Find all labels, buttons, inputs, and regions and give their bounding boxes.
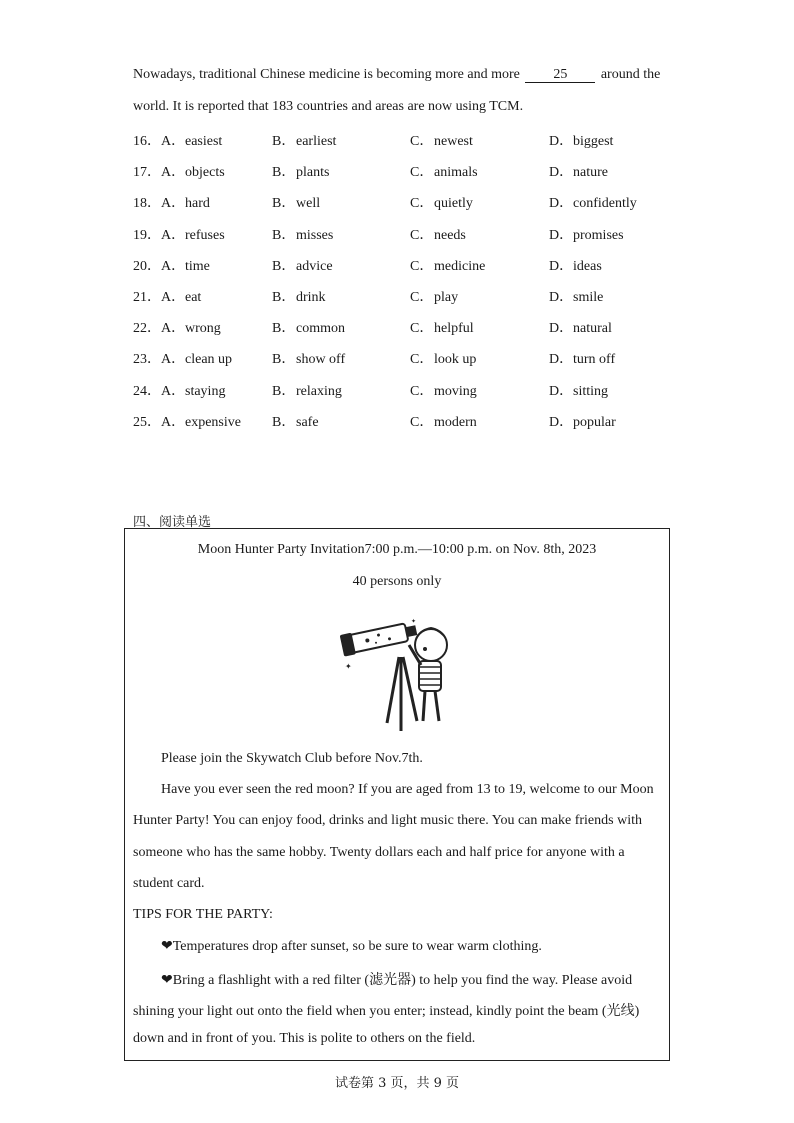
- tip-1: ❤Temperatures drop after sunset, so be sure to wear warm clothing.: [161, 939, 542, 954]
- invitation-box: [124, 528, 670, 1061]
- option-letter: C．: [410, 196, 434, 212]
- option-text: objects: [185, 165, 225, 181]
- option-text: promises: [573, 227, 624, 243]
- option-b[interactable]: [272, 380, 342, 400]
- option-c[interactable]: [410, 411, 477, 431]
- question-row: [133, 255, 693, 275]
- option-c[interactable]: [410, 161, 478, 181]
- option-b[interactable]: [272, 286, 326, 306]
- option-letter: C．: [410, 227, 434, 243]
- option-a[interactable]: [161, 411, 241, 431]
- option-a[interactable]: [161, 192, 210, 212]
- option-c[interactable]: [410, 380, 477, 400]
- paragraph-1-line-3: someone who has the same hobby. Twenty dollars each and half price for anyone with a: [133, 845, 625, 860]
- option-text: easiest: [185, 134, 223, 149]
- page-footer: 试卷第 3 页，共 9 页: [334, 1076, 460, 1091]
- question-number: 17．: [133, 165, 161, 181]
- option-d[interactable]: [549, 348, 615, 368]
- question-number: 22．: [133, 321, 161, 337]
- option-d[interactable]: [549, 161, 608, 181]
- question-number: 18．: [133, 196, 161, 212]
- option-a[interactable]: [161, 255, 210, 275]
- option-letter: B．: [272, 134, 296, 149]
- option-a[interactable]: [161, 286, 201, 306]
- question-row: [133, 130, 693, 150]
- option-c[interactable]: [410, 192, 473, 212]
- question-row: [133, 224, 693, 244]
- question-number: 20．: [133, 258, 161, 274]
- passage-line-2: world. It is reported that 183 countries and areas are now using TCM.: [133, 99, 524, 114]
- option-letter: B．: [272, 290, 296, 305]
- blank-25: 25: [525, 67, 595, 83]
- question-row: [133, 317, 693, 337]
- option-letter: B．: [272, 414, 296, 430]
- option-b[interactable]: [272, 348, 345, 368]
- option-text: newest: [434, 134, 473, 149]
- option-text: misses: [296, 227, 334, 243]
- option-b[interactable]: [272, 255, 333, 275]
- invitation-title: Moon Hunter Party Invitation7:00 p.m.—10:00 p.m. on Nov. 8th, 2023: [197, 542, 597, 557]
- option-d[interactable]: [549, 192, 637, 212]
- option-text: plants: [296, 165, 330, 181]
- option-c[interactable]: [410, 255, 485, 275]
- option-letter: A．: [161, 383, 186, 399]
- option-text: wrong: [185, 321, 221, 337]
- join-line: Please join the Skywatch Club before Nov.7th.: [161, 751, 423, 766]
- option-c[interactable]: [410, 348, 476, 368]
- passage-text-after-blank: around the: [600, 67, 661, 82]
- tips-heading: TIPS FOR THE PARTY:: [133, 907, 273, 922]
- option-text: ideas: [573, 258, 602, 274]
- question-row: [133, 286, 693, 306]
- option-text: eat: [185, 290, 202, 305]
- option-text: sitting: [573, 383, 609, 399]
- option-text: biggest: [573, 134, 614, 149]
- option-a[interactable]: [161, 224, 225, 244]
- option-letter: B．: [272, 165, 296, 181]
- option-letter: D．: [549, 165, 574, 181]
- option-text: drink: [296, 290, 326, 305]
- paragraph-1-line-4: student card.: [133, 876, 205, 891]
- option-text: moving: [434, 383, 477, 399]
- question-row: [133, 348, 693, 368]
- option-letter: C．: [410, 134, 434, 149]
- paragraph-1-line-1: Have you ever seen the red moon? If you are aged from 13 to 19, welcome to our Moon: [161, 782, 654, 797]
- tip-2-line-1: ❤Bring a flashlight with a red filter (滤光器) to help you find the way. Please avoid: [161, 973, 633, 988]
- option-a[interactable]: [161, 130, 222, 150]
- option-text: quietly: [434, 196, 473, 212]
- question-number: 16．: [133, 134, 161, 149]
- option-text: advice: [296, 258, 333, 274]
- option-letter: D．: [549, 134, 574, 149]
- question-number: 19．: [133, 227, 161, 243]
- option-letter: A．: [161, 414, 186, 430]
- question-row: [133, 411, 693, 431]
- option-text: time: [185, 258, 210, 274]
- option-text: safe: [296, 414, 319, 430]
- option-text: refuses: [185, 227, 225, 243]
- option-letter: A．: [161, 321, 186, 337]
- option-letter: C．: [410, 383, 434, 399]
- option-letter: C．: [410, 352, 434, 368]
- option-b[interactable]: [272, 161, 329, 181]
- option-letter: D．: [549, 227, 574, 243]
- option-letter: C．: [410, 290, 434, 305]
- tip-2-line-2: shining your light out onto the field when you enter; instead, kindly point the beam (光线): [133, 1004, 640, 1019]
- option-d[interactable]: [549, 411, 616, 431]
- option-letter: A．: [161, 134, 186, 149]
- option-letter: D．: [549, 258, 574, 274]
- option-d[interactable]: [549, 255, 602, 275]
- option-text: popular: [573, 414, 616, 430]
- option-letter: B．: [272, 383, 296, 399]
- option-letter: D．: [549, 414, 574, 430]
- question-number: 24．: [133, 383, 161, 399]
- option-c[interactable]: [410, 317, 474, 337]
- option-b[interactable]: [272, 192, 320, 212]
- option-b[interactable]: [272, 224, 333, 244]
- option-c[interactable]: [410, 130, 473, 150]
- option-letter: A．: [161, 165, 186, 181]
- option-letter: D．: [549, 290, 574, 305]
- option-text: staying: [185, 383, 226, 399]
- option-letter: D．: [549, 383, 574, 399]
- option-letter: A．: [161, 258, 186, 274]
- option-letter: A．: [161, 196, 186, 212]
- option-a[interactable]: [161, 380, 225, 400]
- option-letter: C．: [410, 258, 434, 274]
- option-text: well: [296, 196, 321, 212]
- question-number: 23．: [133, 352, 161, 368]
- option-c[interactable]: [410, 224, 466, 244]
- option-b[interactable]: [272, 317, 345, 337]
- option-text: helpful: [434, 321, 474, 337]
- option-b[interactable]: [272, 130, 336, 150]
- option-letter: B．: [272, 321, 296, 337]
- option-text: show off: [296, 352, 346, 368]
- option-text: common: [296, 321, 345, 337]
- option-a[interactable]: [161, 348, 232, 368]
- option-letter: A．: [161, 290, 186, 305]
- option-letter: B．: [272, 258, 296, 274]
- option-letter: C．: [410, 165, 434, 181]
- option-d[interactable]: [549, 130, 613, 150]
- section-title: 四、阅读单选: [133, 515, 212, 530]
- option-c[interactable]: [410, 286, 458, 306]
- option-text: relaxing: [296, 383, 342, 399]
- option-letter: C．: [410, 321, 434, 337]
- paragraph-1-line-2: Hunter Party! You can enjoy food, drinks and light music there. You can make friends with: [133, 813, 642, 828]
- option-letter: B．: [272, 227, 296, 243]
- option-text: animals: [434, 165, 478, 181]
- option-text: earliest: [296, 134, 337, 149]
- option-text: look up: [434, 352, 477, 368]
- invitation-subtitle: 40 persons only: [352, 574, 442, 589]
- option-letter: C．: [410, 414, 434, 430]
- option-text: needs: [434, 227, 466, 243]
- question-row: [133, 192, 693, 212]
- question-row: [133, 380, 693, 400]
- option-letter: B．: [272, 196, 296, 212]
- option-text: expensive: [185, 414, 241, 430]
- option-text: confidently: [573, 196, 637, 212]
- option-letter: A．: [161, 227, 186, 243]
- question-number: 21．: [133, 290, 161, 305]
- svg-text:✦: ✦: [345, 662, 352, 671]
- option-text: play: [434, 290, 459, 305]
- option-d[interactable]: [549, 317, 612, 337]
- option-letter: B．: [272, 352, 296, 368]
- option-text: hard: [185, 196, 210, 212]
- option-a[interactable]: [161, 161, 225, 181]
- option-d[interactable]: [549, 380, 608, 400]
- option-letter: D．: [549, 321, 574, 337]
- passage-line-1: [133, 67, 660, 83]
- tip-2-line-3: down and in front of you. This is polite to others on the field.: [133, 1031, 476, 1046]
- telescope-illustration: [339, 605, 459, 735]
- question-row: [133, 161, 693, 181]
- option-text: smile: [573, 290, 604, 305]
- option-text: modern: [434, 414, 477, 430]
- svg-text:✦: ✦: [411, 619, 417, 625]
- option-letter: D．: [549, 196, 574, 212]
- option-letter: A．: [161, 352, 186, 368]
- option-letter: D．: [549, 352, 574, 368]
- question-number: 25．: [133, 414, 161, 430]
- option-a[interactable]: [161, 317, 221, 337]
- option-text: turn off: [573, 352, 616, 368]
- option-d[interactable]: [549, 224, 624, 244]
- option-text: natural: [573, 321, 612, 337]
- option-d[interactable]: [549, 286, 603, 306]
- option-text: medicine: [434, 258, 486, 274]
- option-text: nature: [573, 165, 608, 181]
- option-text: clean up: [185, 352, 233, 368]
- option-b[interactable]: [272, 411, 319, 431]
- passage-text-before-blank: Nowadays, traditional Chinese medicine is becoming more and more: [133, 67, 520, 82]
